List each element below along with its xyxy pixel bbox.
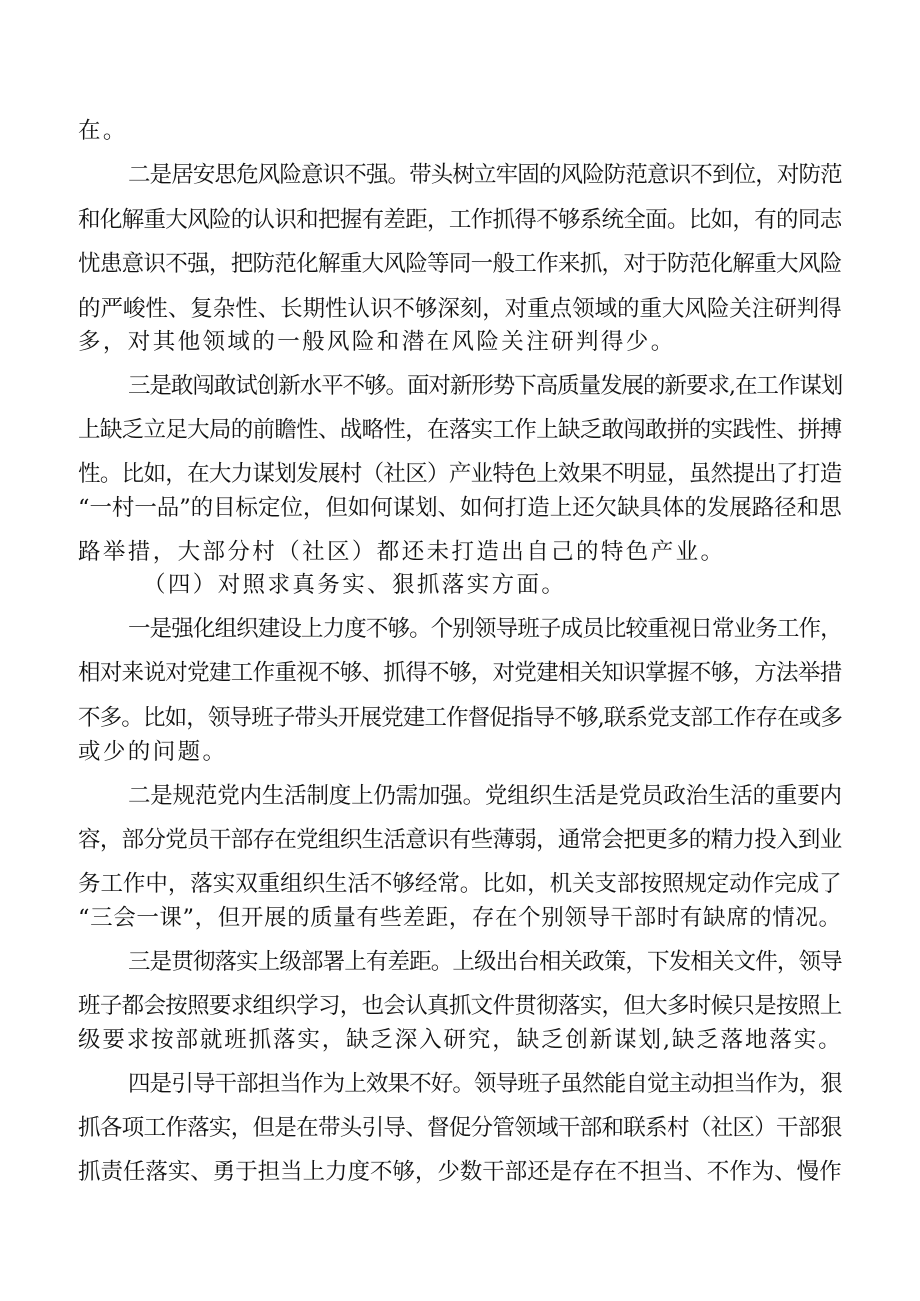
- text-line: 务工作中，落实双重组织生活不够经常。比如，机关支部按照规定动作完成了: [78, 871, 842, 897]
- text-line: 二是居安思危风险意识不强。带头树立牢固的风险防范意识不到位，对防范: [128, 162, 842, 188]
- text-line: 相对来说对党建工作重视不够、抓得不够，对党建相关知识掌握不够，方法举措: [78, 660, 842, 686]
- text-line: 性。比如，在大力谋划发展村（社区）产业特色上效果不明显，虽然提出了打造: [78, 461, 842, 487]
- text-line: 抓责任落实、勇于担当上力度不够，少数干部还是存在不担当、不作为、慢作: [78, 1159, 842, 1185]
- section-heading: （四）对照求真务实、狠抓落实方面。: [143, 572, 567, 598]
- text-line: “一村一品”的目标定位，但如何谋划、如何打造上还欠缺具体的发展路径和思: [78, 495, 842, 521]
- text-line: 级要求按部就班抓落实，缺乏深入研究，缺乏创新谋划,缺乏落地落实。: [78, 1027, 843, 1053]
- text-line: 四是引导干部担当作为上效果不好。领导班子虽然能自觉主动担当作为，狠: [128, 1071, 842, 1097]
- text-line: 抓各项工作落实，但是在带头引导、督促分管领域干部和联系村（社区）干部狠: [78, 1115, 842, 1141]
- text-line: 三是敢闯敢试创新水平不够。面对新形势下高质量发展的新要求,在工作谋划: [128, 373, 843, 399]
- text-line: 路举措，大部分村（社区）都还未打造出自己的特色产业。: [78, 539, 726, 565]
- text-line: 在。: [78, 118, 128, 144]
- text-line: 班子都会按照要求组织学习，也会认真抓文件贯彻落实，但大多时候只是按照上: [78, 993, 842, 1019]
- text-line: 不多。比如，领导班子带头开展党建工作督促指导不够,联系党支部工作存在或多: [78, 705, 843, 731]
- text-line: “三会一课”，但开展的质量有些差距，存在个别领导干部时有缺席的情况。: [78, 905, 842, 931]
- text-line: 上缺乏立足大局的前瞻性、战略性，在落实工作上缺乏敢闯敢拼的实践性、拼搏: [78, 417, 842, 443]
- text-line: 容，部分党员干部存在党组织生活意识有些薄弱，通常会把更多的精力投入到业: [78, 827, 842, 853]
- text-line: 忧患意识不强，把防范化解重大风险等同一般工作来抓，对于防范化解重大风险: [78, 251, 842, 277]
- text-line: 二是规范党内生活制度上仍需加强。党组织生活是党员政治生活的重要内: [128, 783, 842, 809]
- text-line: 或少的问题。: [78, 739, 228, 765]
- text-line: 三是贯彻落实上级部署上有差距。上级出台相关政策，下发相关文件，领导: [128, 949, 842, 975]
- text-line: 和化解重大风险的认识和把握有差距，工作抓得不够系统全面。比如，有的同志: [78, 207, 842, 233]
- text-line: 的严峻性、复杂性、长期性认识不够深刻，对重点领域的重大风险关注研判得: [78, 296, 842, 322]
- text-line: 多，对其他领域的一般风险和潜在风险关注研判得少。: [78, 329, 676, 355]
- text-line: 一是强化组织建设上力度不够。个别领导班子成员比较重视日常业务工作，: [128, 616, 842, 642]
